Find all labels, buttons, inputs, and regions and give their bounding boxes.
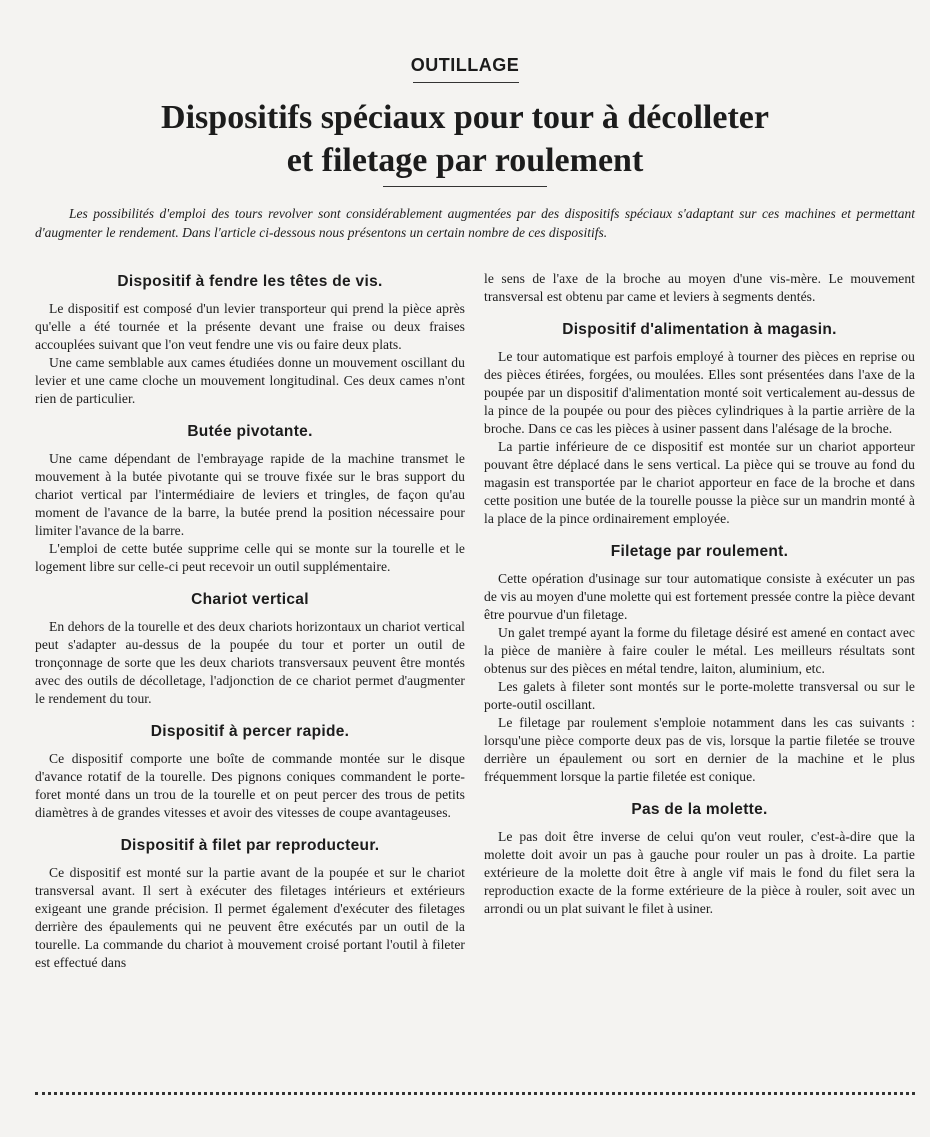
article-section	[35, 272, 465, 408]
section-heading: Dispositif à fendre les têtes de vis.	[117, 273, 383, 290]
article-section	[484, 542, 915, 786]
paragraph: En dehors de la tourelle et des deux chariots horizontaux un chariot vertical peut s'adapter au-dessus de la poupée du tour et porter un outil de tronçonnage de sorte que les deux chariots transversaux peuvent être montés avec des outils de décolletage, l'adjonction de ce chariot permet d'augmenter le rendement du tour.	[35, 619, 465, 706]
paragraph: Ce dispositif est monté sur la partie avant de la poupée et sur le chariot transversal avant. Il sert à exécuter des filetages intérieurs et extérieurs exigeant une grande précision. Il permet également d'exécuter des filetages derrière des épaulements qui ne peuvent être exécutés par un outil de la tourelle. La commande du chariot à mouvement croisé portant l'outil à fileter est effectué dans	[35, 865, 465, 970]
title-line-1: Dispositifs spéciaux pour tour à décolleter	[161, 99, 769, 136]
article-section	[35, 590, 465, 708]
paragraph: Un galet trempé ayant la forme du filetage désiré est amené en contact avec la pièce de manière à faire couler le métal. Les meilleurs résultats sont obtenus sur des pièces en métal tendre, laiton, aluminium, etc.	[484, 625, 915, 676]
paragraph: Cette opération d'usinage sur tour automatique consiste à exécuter un pas de vis au moyen d'une molette qui est fortement pressée contre la pièce devant être pourvue d'un filetage.	[484, 571, 915, 622]
paragraph: Les galets à fileter sont montés sur le porte-molette transversal ou sur le porte-outil oscillant.	[484, 679, 915, 712]
paragraph: Le tour automatique est parfois employé à tourner des pièces en reprise ou des pièces étirées, forgées, ou moulées. Elles sont présentées dans l'axe de la poupée par un dispositif d'alimentation monté soit verticalement au-dessus de la pince de la poupée ou pour des pièces cylindriques à la partie arrière de la broche. Dans ce cas les pièces à usiner passent dans l'alésage de la broche.	[484, 349, 915, 436]
section-heading: Dispositif à percer rapide.	[150, 723, 350, 740]
section-heading: Butée pivotante.	[187, 423, 313, 440]
article-section	[484, 270, 915, 306]
paragraph: L'emploi de cette butée supprime celle qui se monte sur la tourelle et le logement libre sur celle-ci peut recevoir un outil supplémentaire.	[35, 541, 465, 574]
left-column	[35, 270, 465, 972]
paragraph: Le filetage par roulement s'emploie notamment dans les cas suivants : lorsqu'une pièce comporte deux pas de vis, lorsque la partie filetée se trouve derrière un épaulement ou sort en dernier de la machine et le plus fréquemment lorsque la partie filetée est conique.	[484, 715, 915, 784]
paragraph: Une came semblable aux cames étudiées donne un mouvement oscillant du levier et une came cloche un mouvement longitudinal. Ces deux cames n'ont rien de particulier.	[35, 355, 465, 406]
section-heading: Filetage par roulement.	[610, 543, 789, 560]
article-section	[35, 836, 465, 972]
paragraph: La partie inférieure de ce dispositif est montée sur un chariot apporteur pouvant être déplacé dans le sens vertical. La pièce qui se trouve au fond du magasin est transportée par le chariot apporteur en face de la broche et dans cette position une butée de la tourelle pousse la pièce sur un mandrin monté à la place de la pince ordinairement employée.	[484, 439, 915, 526]
section-heading: Dispositif d'alimentation à magasin.	[562, 321, 837, 338]
section-heading: Pas de la molette.	[631, 801, 768, 818]
section-label: OUTILLAGE	[410, 55, 520, 75]
paragraph: Une came dépendant de l'embrayage rapide de la machine transmet le mouvement à la butée pivotante qui se trouve fixée sur le bras support du chariot vertical par l'intermédiaire de leviers et tringles, de façon qu'au moment de l'avance de la barre, la butée prend la position nécessaire pour limiter l'avance de la barre.	[35, 451, 465, 538]
paragraph: Le dispositif est composé d'un levier transporteur qui prend la pièce après qu'elle a été tournée et la présente devant une fraise ou deux fraises accouplées suivant que l'on veut fendre une vis ou faire deux plats.	[35, 301, 465, 352]
section-heading: Chariot vertical	[191, 591, 309, 608]
article-section	[35, 722, 465, 822]
article-title	[0, 96, 930, 182]
article-section	[484, 800, 915, 918]
article-section	[35, 422, 465, 576]
title-line-2: et filetage par roulement	[286, 142, 644, 179]
article-intro: Les possibilités d'emploi des tours revolver sont considérablement augmentées par des dispositifs spéciaux s'adaptant sur ces machines et permettant d'augmenter le rendement. Dans l'article ci-dessous nous présentons un certain nombre de ces dispositifs.	[35, 206, 915, 240]
section-heading: Dispositif à filet par reproducteur.	[120, 837, 380, 854]
bottom-dotted-rule	[35, 1092, 915, 1095]
paragraph: le sens de l'axe de la broche au moyen d'une vis-mère. Le mouvement transversal est obtenu par came et leviers à segments dentés.	[484, 271, 915, 304]
right-column	[484, 270, 915, 918]
article-section	[484, 320, 915, 528]
paragraph: Ce dispositif comporte une boîte de commande montée sur le disque d'avance rotatif de la tourelle. Des pignons coniques commandent le porte-foret monté dans un trou de la tourelle et on peut percer des trous de petits diamètres à de grandes vitesses et avoir des vitesses de coupe avantageuses.	[35, 751, 465, 820]
title-rule	[383, 186, 547, 187]
section-rule	[413, 82, 519, 83]
paragraph: Le pas doit être inverse de celui qu'on veut rouler, c'est-à-dire que la molette doit avoir un pas à gauche pour rouler un pas à droite. La partie extérieure de la molette doit être à angle vif mais le fond du filet sera la reproduction exacte de la forme extérieure de la pièce à rouler, soit avec un arrondi ou un plat suivant le filet à usiner.	[484, 829, 915, 916]
